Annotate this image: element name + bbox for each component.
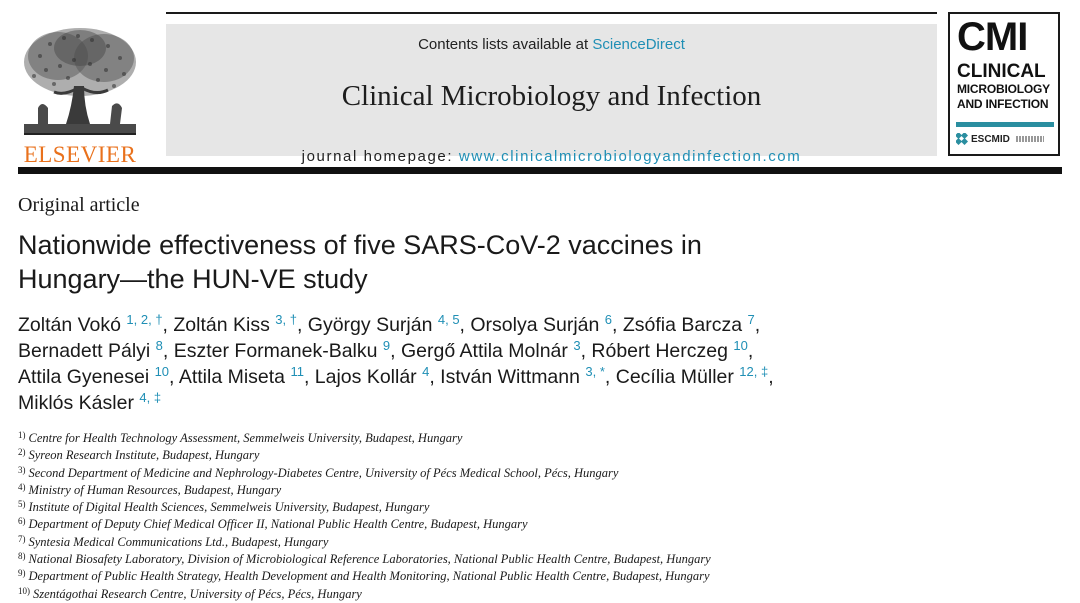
affiliation-number: 4) xyxy=(18,481,26,492)
author-name: Orsolya Surján xyxy=(470,314,600,336)
affiliation-text: Second Department of Medicine and Nephrology-Diabetes Centre, University of Pécs Medical School, Pécs, Hungary xyxy=(28,465,619,480)
affiliation-number: 5) xyxy=(18,499,26,510)
author-affiliation-ref[interactable]: 6 xyxy=(604,312,613,327)
cover-abbreviation: CMI xyxy=(957,15,1028,59)
author-affiliation-ref[interactable]: 7 xyxy=(747,312,755,327)
author-affiliation-ref[interactable]: 10 xyxy=(733,338,748,353)
author-item[interactable] xyxy=(591,340,747,362)
affiliation-text: National Biosafety Laboratory, Division of Microbiological Reference Laboratories, National Public Health Centre, Budapest, Hungary xyxy=(28,552,711,567)
affiliation-item xyxy=(18,534,1058,551)
affiliation-number: 1) xyxy=(18,430,26,440)
author-name: Zoltán Vokó xyxy=(18,314,121,336)
affiliation-text: Centre for Health Technology Assessment, Semmelweis University, Budapest, Hungary xyxy=(28,431,463,445)
author-affiliation-ref[interactable]: 12, ‡ xyxy=(739,364,769,379)
author-affiliation-ref[interactable]: 9 xyxy=(382,338,391,353)
affiliation-text: Syreon Research Institute, Budapest, Hungary xyxy=(28,448,260,463)
cover-society xyxy=(956,133,1044,145)
cover-journal-name xyxy=(957,62,1057,112)
cover-line-2: MICROBIOLOGY xyxy=(957,82,1050,96)
author-item[interactable] xyxy=(616,366,768,388)
author-item[interactable] xyxy=(315,366,430,388)
journal-header xyxy=(18,12,1062,175)
affiliation-number: 9) xyxy=(18,568,26,579)
affiliation-item xyxy=(18,447,1058,464)
affiliation-text: Department of Public Health Strategy, Health Development and Health Monitoring, National Public Health Centre, Budapest, Hungary xyxy=(28,569,710,584)
affiliation-item xyxy=(18,499,1058,516)
author-affiliation-ref[interactable]: 8 xyxy=(155,338,163,353)
article-title xyxy=(18,228,918,296)
header-top-rule xyxy=(166,12,937,14)
affiliation-number: 8) xyxy=(18,551,26,562)
author-name: György Surján xyxy=(307,314,433,336)
author-item[interactable] xyxy=(623,314,755,336)
author-name: Cecília Müller xyxy=(615,366,734,388)
author-item[interactable] xyxy=(18,392,161,414)
author-item[interactable] xyxy=(440,366,605,388)
sciencedirect-link[interactable]: ScienceDirect xyxy=(592,36,685,53)
journal-cover-thumbnail[interactable] xyxy=(948,12,1060,156)
author-item[interactable] xyxy=(470,314,612,336)
affiliation-text: Szentágothai Research Centre, University of Pécs, Pécs, Hungary xyxy=(33,586,362,601)
article-type: Original article xyxy=(18,194,140,216)
author-item[interactable] xyxy=(174,340,390,362)
affiliation-item xyxy=(18,482,1058,499)
header-bottom-rule xyxy=(18,167,1062,174)
affiliation-text: Ministry of Human Resources, Budapest, Hungary xyxy=(28,482,282,497)
author-name: Attila Gyenesei xyxy=(18,366,150,388)
author-name: Eszter Formanek-Balku xyxy=(173,340,378,362)
affiliation-item xyxy=(18,551,1058,568)
affiliation-item xyxy=(18,568,1058,585)
journal-title: Clinical Microbiology and Infection xyxy=(341,80,762,112)
author-item[interactable] xyxy=(179,366,304,388)
author-name: Miklós Kásler xyxy=(18,392,134,414)
author-item[interactable] xyxy=(18,314,163,336)
cover-society-fineprint xyxy=(1016,136,1044,142)
author-item[interactable] xyxy=(18,366,169,388)
escmid-logo-icon xyxy=(956,133,968,145)
affiliation-item xyxy=(18,586,1058,603)
article-title-line-1: Nationwide effectiveness of five SARS-CoV-2 vaccines in xyxy=(18,230,702,260)
author-affiliation-ref[interactable]: 3, † xyxy=(275,312,297,327)
affiliation-item xyxy=(18,465,1058,482)
author-item[interactable] xyxy=(401,340,581,362)
author-affiliation-ref[interactable]: 10 xyxy=(154,364,170,379)
author-item[interactable] xyxy=(18,340,163,362)
journal-homepage-link[interactable]: www.clinicalmicrobiologyandinfection.com xyxy=(458,148,802,165)
contents-prefix: Contents lists available at xyxy=(418,36,593,53)
cover-line-3: AND INFECTION xyxy=(957,97,1049,111)
affiliation-list xyxy=(18,430,1058,603)
author-affiliation-ref[interactable]: 4 xyxy=(422,364,430,379)
affiliation-number: 7) xyxy=(18,533,26,544)
author-affiliation-ref[interactable]: 4, 5 xyxy=(437,312,460,327)
author-item[interactable] xyxy=(173,314,297,336)
elsevier-logo[interactable] xyxy=(18,26,142,172)
author-name: Gergő Attila Molnár xyxy=(400,340,568,362)
author-affiliation-ref[interactable]: 1, 2, † xyxy=(126,312,163,327)
affiliation-item xyxy=(18,516,1058,533)
author-name: Zoltán Kiss xyxy=(173,314,270,336)
cover-society-name: ESCMID xyxy=(971,133,1010,145)
affiliation-item xyxy=(18,430,1058,447)
homepage-prefix: journal homepage: xyxy=(301,148,459,165)
affiliation-text: Syntesia Medical Communications Ltd., Budapest, Hungary xyxy=(28,534,329,549)
author-affiliation-ref[interactable]: 11 xyxy=(290,364,304,379)
author-affiliation-ref[interactable]: 3, * xyxy=(585,364,605,379)
elsevier-wordmark: ELSEVIER xyxy=(23,142,137,167)
author-name: Róbert Herczeg xyxy=(591,340,728,362)
affiliation-number: 3) xyxy=(18,464,26,475)
affiliation-number: 2) xyxy=(18,447,26,458)
cover-line-1: CLINICAL xyxy=(957,61,1046,82)
author-affiliation-ref[interactable]: 4, ‡ xyxy=(139,390,162,405)
author-name: István Wittmann xyxy=(440,366,580,388)
author-name: Lajos Kollár xyxy=(314,366,417,388)
elsevier-tree-icon xyxy=(20,26,140,140)
affiliation-text: Institute of Digital Health Sciences, Semmelweis University, Budapest, Hungary xyxy=(28,500,430,515)
cover-accent-bar xyxy=(956,122,1054,127)
article-title-line-2: Hungary—the HUN-VE study xyxy=(18,264,368,294)
contents-line xyxy=(166,36,937,53)
author-list: Zoltán Vokó $^{1, 2, \dagger}$, Zoltán Kiss $^{3, \dagger}$, György Surján $^{4, 5}$, Orsolya Surján $^6$, Zsófia Barcza $^7$, Bernadett Pályi $^8$, Eszter Formanek-Balku $^9$, Gergő Attila Molnár $^3$, Róbert Herczeg $^{10}$, Attila Gyenesei $^{10}$, Attila Miseta $^{11}$, Lajos Kollár $^4$, István Wittmann $^{3, *}$, Cecília Müller $^{12, \ddagger}$, Miklós Kásler $^{4, \ddagger}$ xyxy=(18,312,774,414)
author-affiliation-ref[interactable]: 3 xyxy=(573,338,581,353)
author-name: Attila Miseta xyxy=(178,366,286,388)
affiliation-number: 6) xyxy=(18,516,26,527)
author-item[interactable] xyxy=(308,314,460,336)
masthead xyxy=(166,24,937,165)
affiliation-text: Department of Deputy Chief Medical Officer II, National Public Health Centre, Budapest, Hungary xyxy=(28,517,528,532)
author-name: Bernadett Pályi xyxy=(18,340,151,362)
homepage-line xyxy=(166,148,937,165)
author-name: Zsófia Barcza xyxy=(622,314,743,336)
affiliation-number: 10) xyxy=(18,585,30,596)
